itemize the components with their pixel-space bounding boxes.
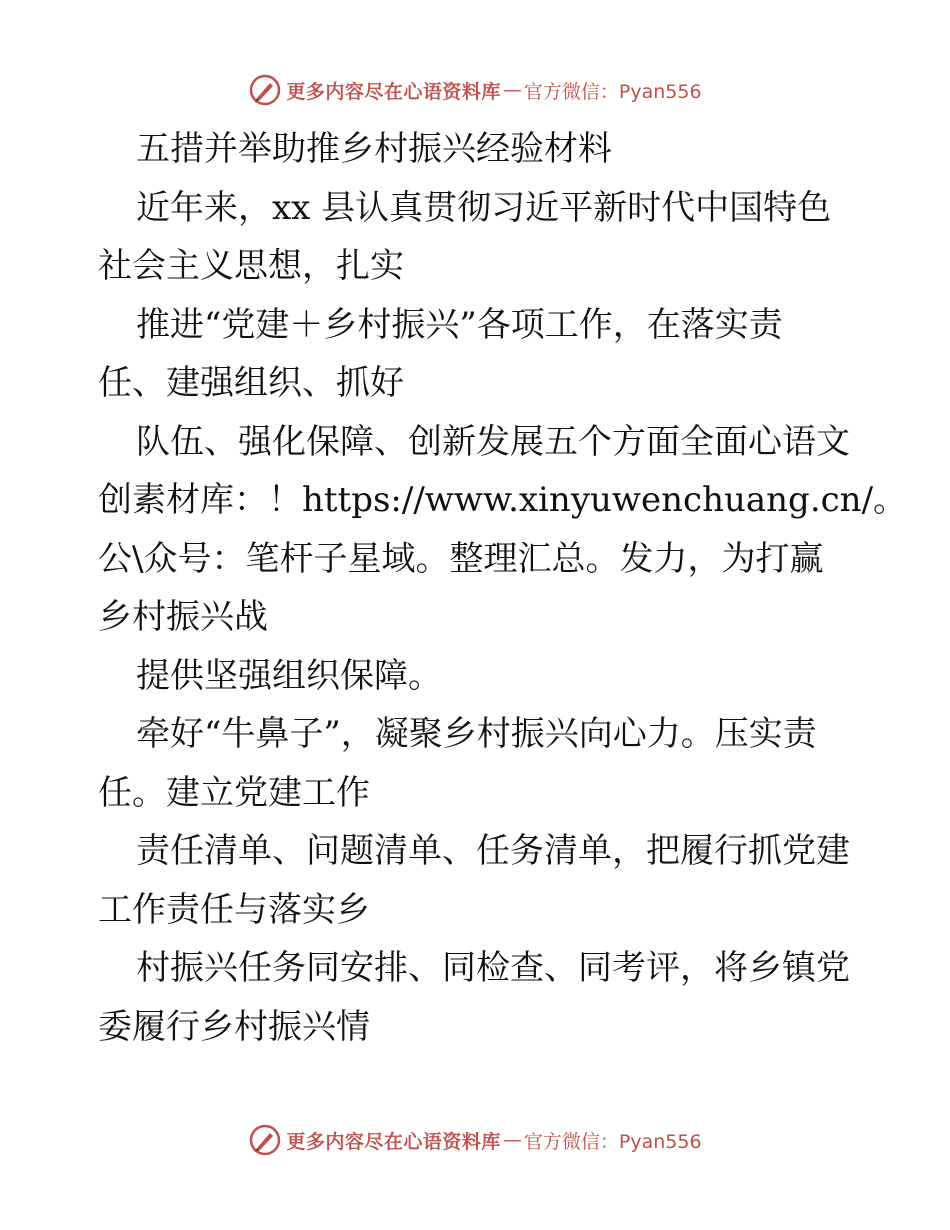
paragraph-line: 提供坚强组织保障。 [136,655,442,696]
paragraph-line: 委履行乡村振兴情 [98,1006,370,1047]
paragraph-line: 牵好“牛鼻子”，凝聚乡村振兴向心力。压实责 [136,714,817,754]
banner-right-text: 官方微信：Pyan556 [523,80,702,103]
paragraph-line: 工作责任与落实乡 [98,889,370,930]
paragraph-line: 推进“党建＋乡村振兴”各项工作，在落实责 [136,304,783,345]
pen-circle-icon [248,73,282,107]
paragraph-line: 创素材库：！https://www.xinyuwenchuang.cn/。 [98,480,908,520]
paragraph-line: 社会主义思想，扎实 [98,246,404,286]
pen-circle-icon [248,1123,282,1157]
paragraph-line: 任、建强组织、抓好 [98,363,404,403]
paragraph-line: 村振兴任务同安排、同检查、同考评，将乡镇党 [136,948,850,988]
header-banner [0,70,950,110]
document-body [98,120,908,1056]
footer-banner [0,1120,950,1160]
banner-separator: — [502,1129,522,1151]
paragraph-line: 任。建立党建工作 [98,772,370,813]
paragraph-line: 乡村振兴战 [98,597,268,637]
banner-left-text: 更多内容尽在心语资料库 [286,1130,501,1153]
banner-right-text: 官方微信：Pyan556 [523,1130,702,1153]
document-title: 五措并举助推乡村振兴经验材料 [136,129,612,169]
paragraph-line: 近年来，xx 县认真贯彻习近平新时代中国特色 [136,187,832,228]
banner-left-text: 更多内容尽在心语资料库 [286,80,501,103]
paragraph-line: 队伍、强化保障、创新发展五个方面全面心语文 [136,421,850,462]
paragraph-line: 公\众号：笔杆子星域。整理汇总。发力，为打赢 [98,538,824,579]
banner-separator: — [502,79,522,101]
paragraph-line: 责任清单、问题清单、任务清单，把履行抓党建 [136,831,850,871]
